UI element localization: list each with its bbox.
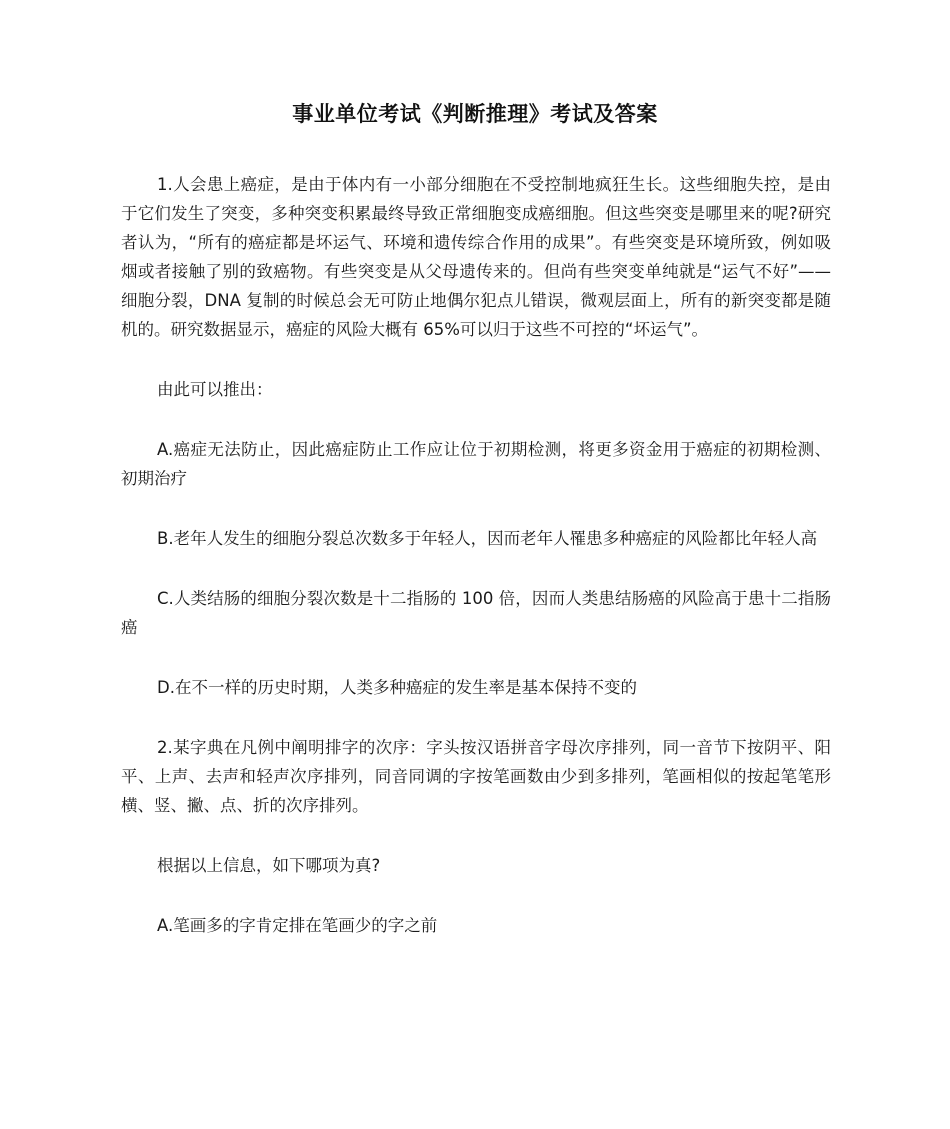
question-1-stem: 1.人会患上癌症，是由于体内有一小部分细胞在不受控制地疯狂生长。这些细胞失控，是由于它们发生了突变，多种突变积累最终导致正常细胞变成癌细胞。但这些突变是哪里来的呢?研究者认为，“所有的癌症都是坏运气、环境和遗传综合作用的成果”。有些突变是环境所致，例如吸烟或者接触了别的致癌物。有些突变是从父母遗传来的。但尚有些突变单纯就是“运气不好”——细胞分裂，DNA 复制的时候总会无可防止地偶尔犯点儿错误，微观层面上，所有的新突变都是随机的。研究数据显示，癌症的风险大概有 65%可以归于这些不可控的“坏运气”。 xyxy=(121,175,831,339)
question-2-option-a: A.笔画多的字肯定排在笔画少的字之前 xyxy=(157,916,438,935)
document-body xyxy=(121,170,831,940)
question-2-stem: 2.某字典在凡例中阐明排字的次序：字头按汉语拼音字母次序排列，同一音节下按阴平、阳平、上声、去声和轻声次序排列，同音同调的字按笔画数由少到多排列，笔画相似的按起笔笔形横、竖、撇、点、折的次序排列。 xyxy=(121,738,831,815)
document-title: 事业单位考试《判断推理》考试及答案 xyxy=(292,102,658,126)
question-1-prompt: 由此可以推出： xyxy=(157,380,273,399)
question-2-prompt: 根据以上信息，如下哪项为真? xyxy=(157,856,381,875)
question-1-option-d: D.在不一样的历史时期，人类多种癌症的发生率是基本保持不变的 xyxy=(157,678,637,697)
question-1-option-c: C.人类结肠的细胞分裂次数是十二指肠的 100 倍，因而人类患结肠癌的风险高于患十二指肠癌 xyxy=(121,589,831,637)
question-1-option-b: B.老年人发生的细胞分裂总次数多于年轻人，因而老年人罹患多种癌症的风险都比年轻人高 xyxy=(157,529,818,548)
question-1-option-a: A.癌症无法防止，因此癌症防止工作应让位于初期检测，将更多资金用于癌症的初期检测、初期治疗 xyxy=(121,440,831,488)
